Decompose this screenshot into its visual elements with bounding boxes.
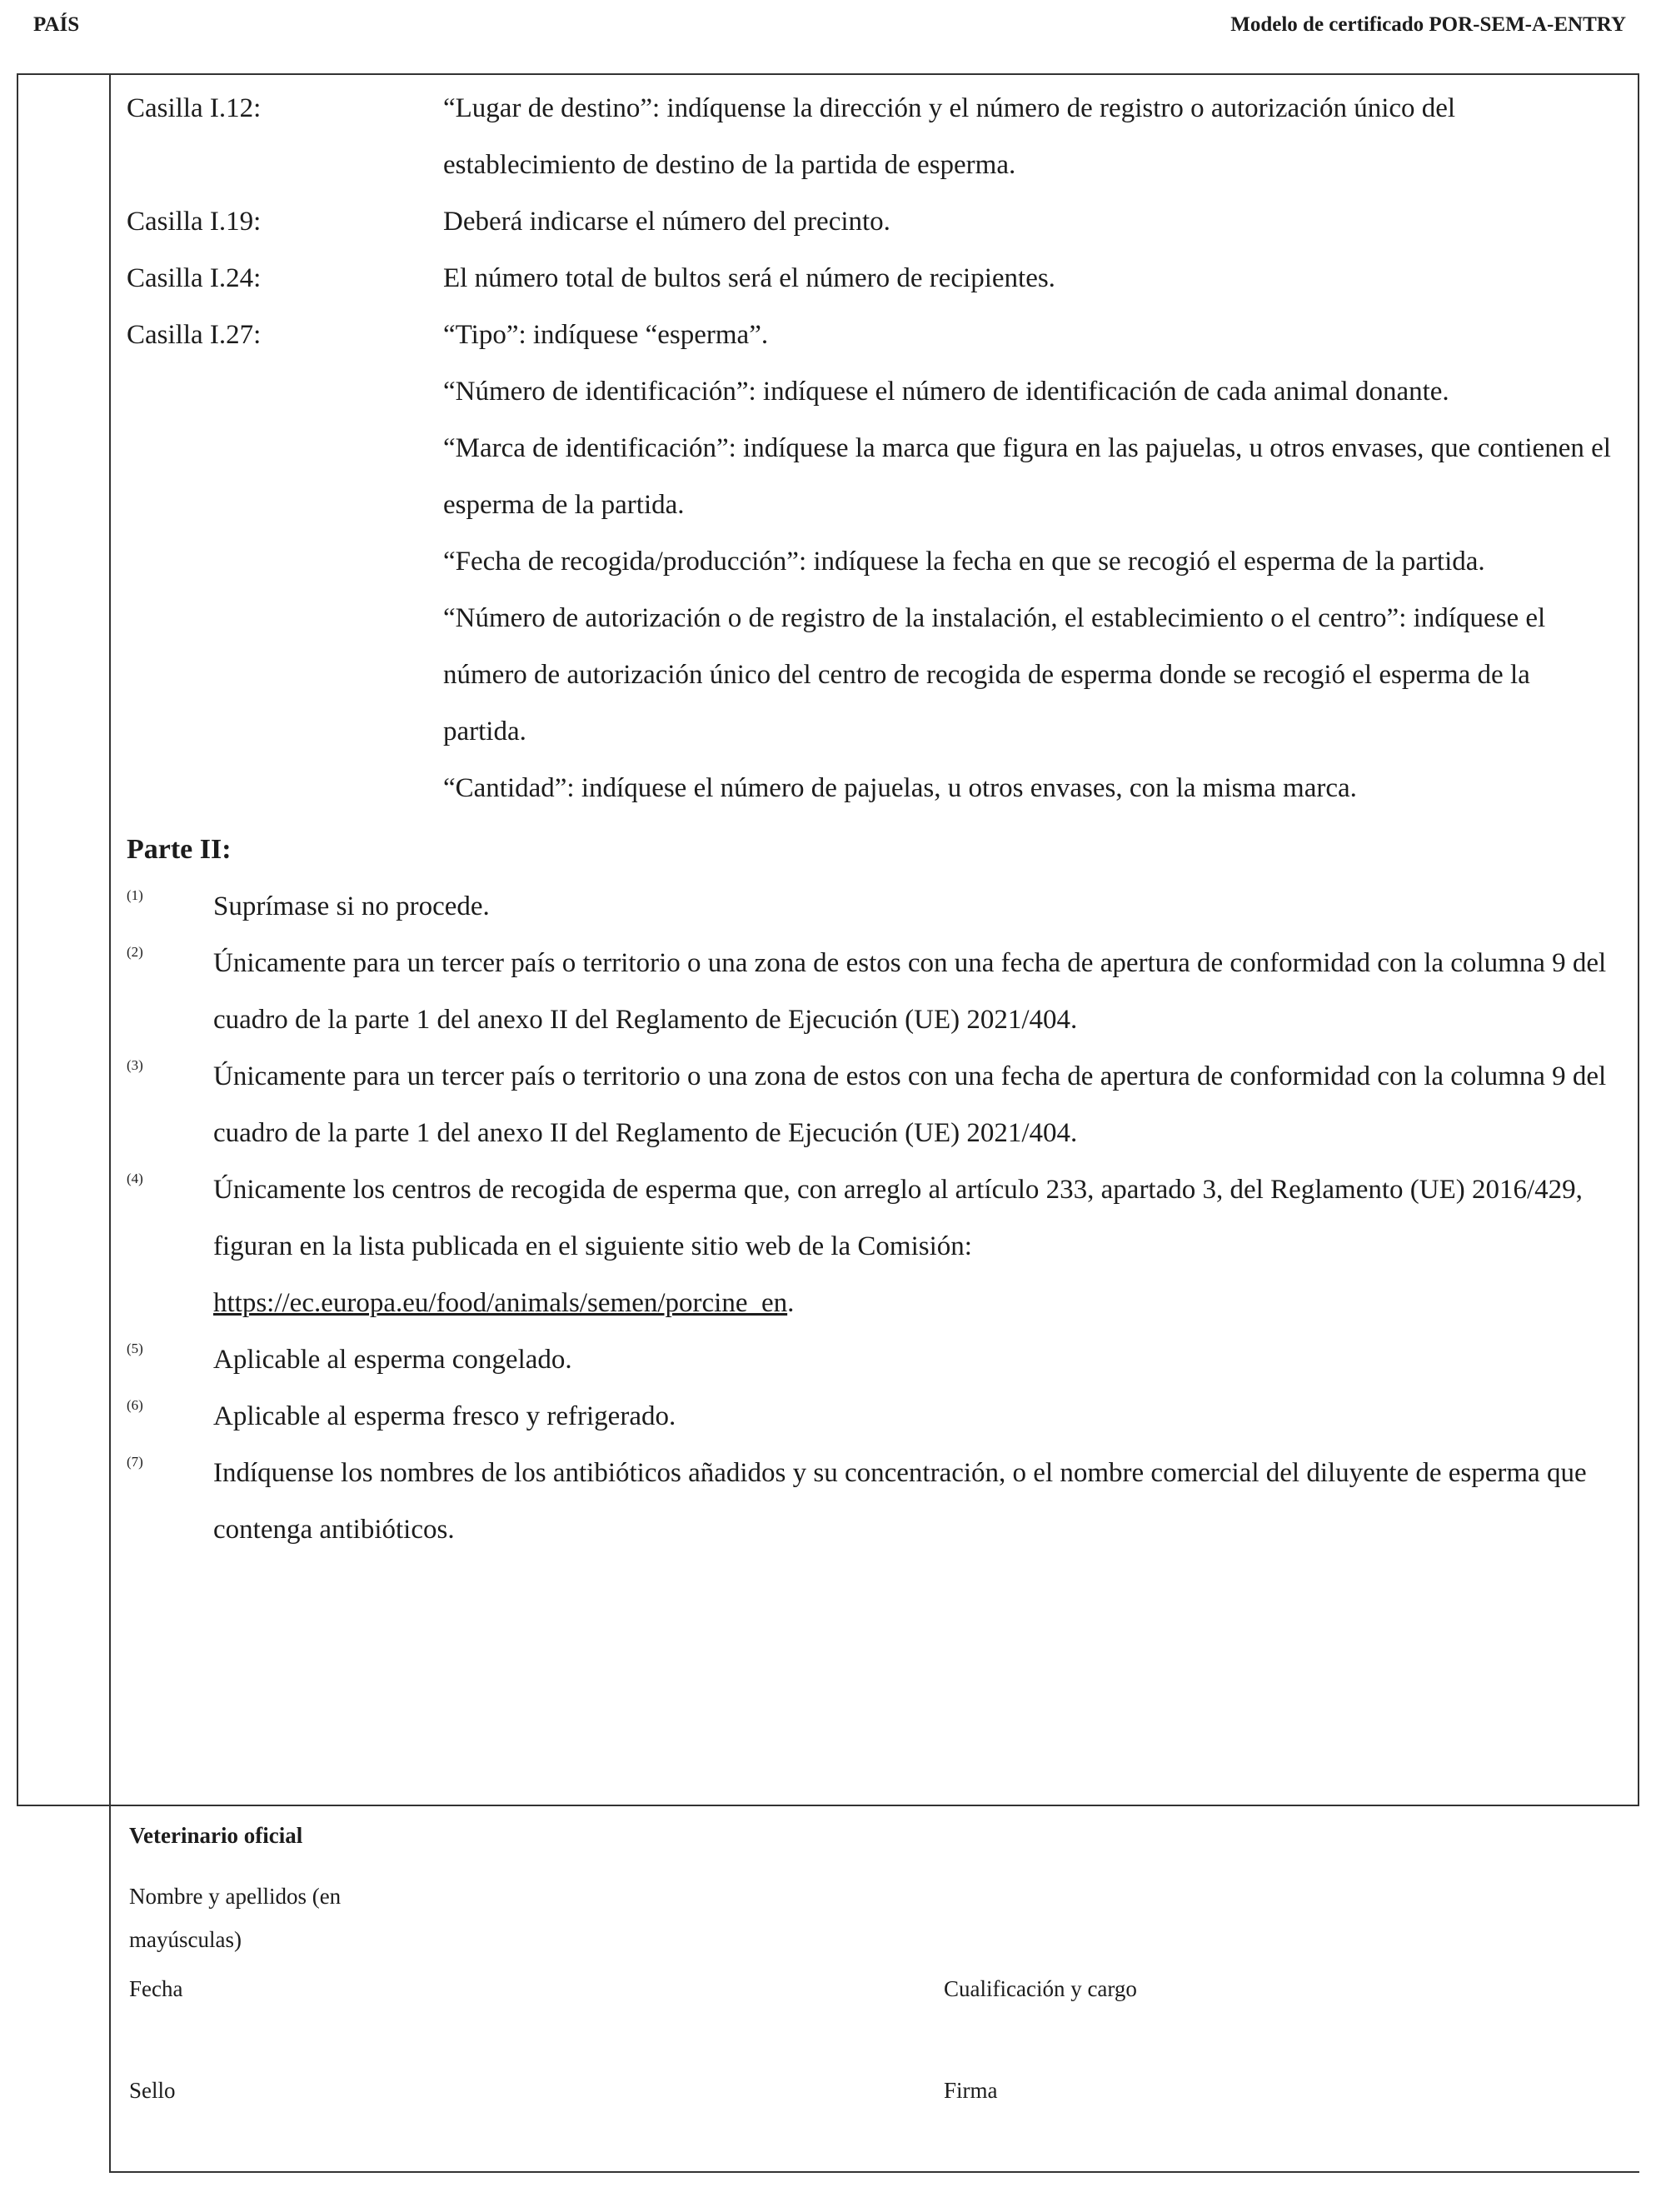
footnote-text xyxy=(213,1161,1618,1331)
footnote-text: Aplicable al esperma congelado. xyxy=(213,1345,572,1375)
box-i27 xyxy=(127,307,1618,363)
footnote-text-body: Únicamente los centros de recogida de esperma que, con arreglo al artículo 233, apartado 3, del Reglamento (UE) 2016/429, figuran en la lista publicada en el siguiente sitio web de la Comisión: xyxy=(213,1175,1583,1261)
box-text: “Lugar de destino”: indíquense la dirección y el número de registro o autorización único del establecimiento de destino de la partida de esperma. xyxy=(443,93,1456,180)
box-text: Deberá indicarse el número del precinto. xyxy=(443,207,890,237)
footnote-text: Indíquense los nombres de los antibióticos añadidos y su concentración, o el nombre comercial del diluyente de esperma que contenga antibióticos. xyxy=(213,1458,1587,1545)
box-i27-paragraph: “Número de identificación”: indíquese el número de identificación de cada animal donante. xyxy=(443,377,1449,407)
footnote-number: (3) xyxy=(127,1057,143,1073)
footnote-text: Aplicable al esperma fresco y refrigerado. xyxy=(213,1401,676,1431)
box-i27-paragraph: “Marca de identificación”: indíquese la marca que figura en las pajuelas, u otros envases, que contienen el esperma de la partida. xyxy=(443,433,1611,520)
box-i27-paragraph: “Cantidad”: indíquese el número de pajuelas, u otros envases, con la misma marca. xyxy=(443,773,1357,803)
footnote-text: Únicamente para un tercer país o territorio o una zona de estos con una fecha de apertura de conformidad con la columna 9 del cuadro de la parte 1 del anexo II del Reglamento de Ejecución (UE) 2021/404. xyxy=(213,948,1607,1035)
left-column-divider xyxy=(109,73,111,1806)
footnote xyxy=(127,1388,1618,1445)
footnote-number: (2) xyxy=(127,944,143,960)
footnote-number: (4) xyxy=(127,1171,143,1186)
header-certificate-model: Modelo de certificado POR-SEM-A-ENTRY xyxy=(1230,13,1626,36)
qualification-field-label: Cualificación y cargo xyxy=(944,1976,1137,2001)
link-suffix: . xyxy=(787,1288,795,1318)
box-label: Casilla I.24: xyxy=(127,263,262,293)
footnote-number: (7) xyxy=(127,1454,143,1470)
part-ii-title: Parte II: xyxy=(127,834,232,865)
box-label: Casilla I.19: xyxy=(127,207,262,237)
box-i27-paragraph: “Fecha de recogida/producción”: indíquese la fecha en que se recogió el esperma de la partida. xyxy=(443,547,1485,577)
veterinarian-title: Veterinario oficial xyxy=(129,1823,303,1848)
footnote xyxy=(127,1331,1618,1388)
footnote-text: Suprímase si no procede. xyxy=(213,891,490,921)
footnote xyxy=(127,878,1618,935)
footnote-text: Únicamente para un tercer país o territorio o una zona de estos con una fecha de apertura de conformidad con la columna 9 del cuadro de la parte 1 del anexo II del Reglamento de Ejecución (UE) 2021/404. xyxy=(213,1061,1607,1148)
footnote-number: (1) xyxy=(127,887,143,903)
footnote-number: (6) xyxy=(127,1397,143,1413)
footnote xyxy=(127,1445,1618,1558)
box-label: Casilla I.12: xyxy=(127,93,262,123)
header-country: PAÍS xyxy=(33,13,80,36)
commission-website-link[interactable]: https://ec.europa.eu/food/animals/semen/porcine_en xyxy=(213,1288,788,1318)
box-i19 xyxy=(127,193,1618,250)
box-text: El número total de bultos será el número de recipientes. xyxy=(443,263,1055,293)
box-i27-paragraph: “Número de autorización o de registro de la instalación, el establecimiento o el centro”: indíquese el número de autorización único del centro de recogida de esperma donde se recogió el esperma de la partida. xyxy=(443,603,1546,746)
date-field-label: Fecha xyxy=(129,1976,183,2001)
name-field-label: Nombre y apellidos (en mayúsculas) xyxy=(129,1884,342,1952)
box-label: Casilla I.27: xyxy=(127,320,262,350)
footnote xyxy=(127,1048,1618,1161)
official-veterinarian-section xyxy=(109,1806,1639,2173)
box-i24 xyxy=(127,250,1618,307)
box-i12 xyxy=(127,80,1618,193)
signature-field-label: Firma xyxy=(944,2078,998,2103)
footnote-number: (5) xyxy=(127,1341,143,1356)
box-text: “Tipo”: indíquese “esperma”. xyxy=(443,320,769,350)
notes-content xyxy=(127,80,1618,1558)
footnote xyxy=(127,1161,1618,1331)
footnote xyxy=(127,935,1618,1048)
stamp-field-label: Sello xyxy=(129,2078,176,2103)
